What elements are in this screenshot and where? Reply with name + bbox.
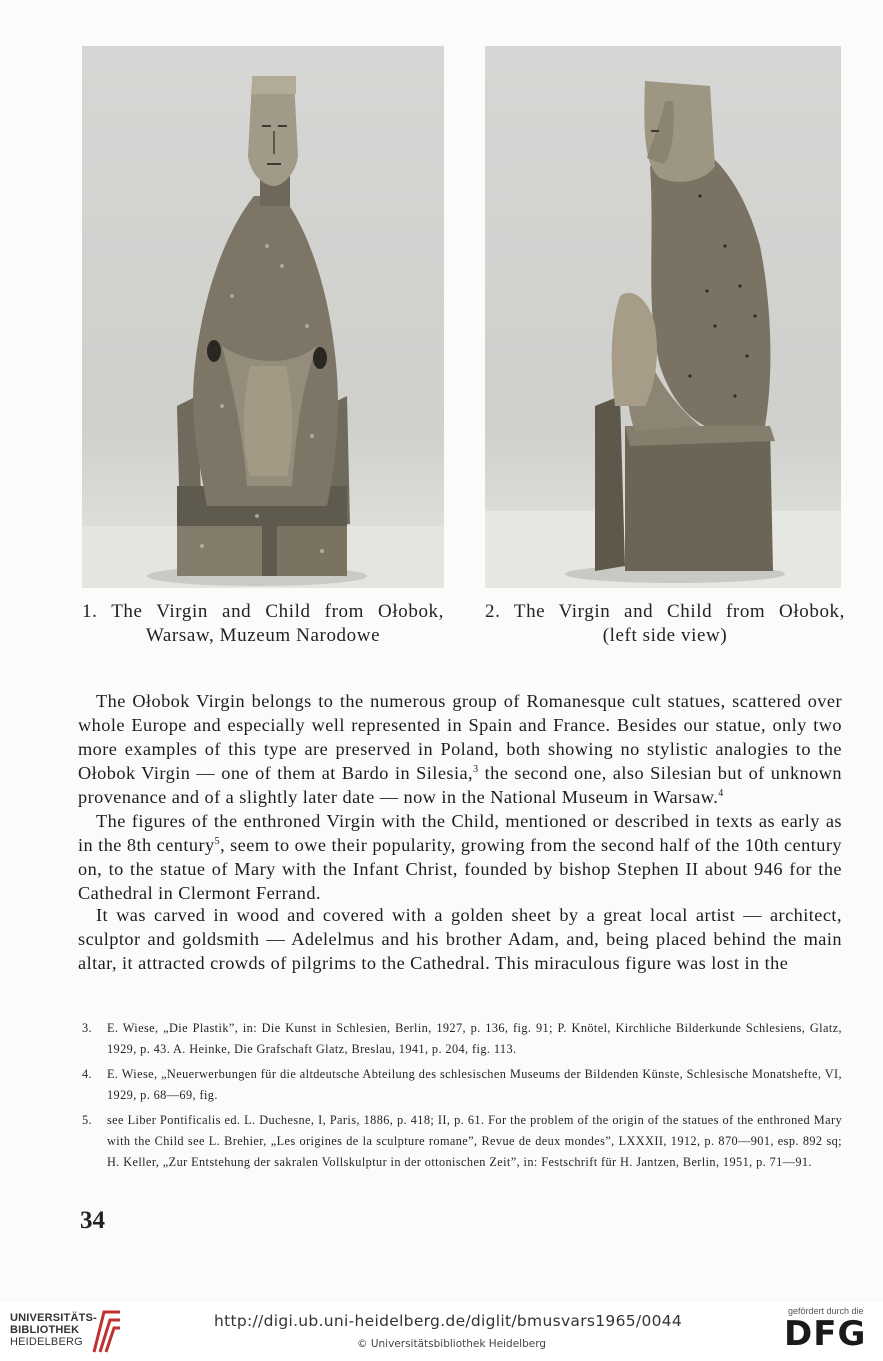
footer-bar (0, 1302, 883, 1361)
footnote-text: E. Wiese, „Neuerwerbungen für die altdeutsche Abteilung des schlesischen Museums der Bildenden Künste, Schlesische Monatshefte, VI, 1929, p. 68—69, fig. (107, 1067, 842, 1102)
footnote-4 (82, 1064, 842, 1106)
paragraph-1 (78, 689, 842, 809)
footnote-ref-5: 5 (214, 835, 221, 847)
library-name-line3: HEIDELBERG (10, 1336, 83, 1348)
footnote-text: E. Wiese, „Die Plastik”, in: Die Kunst in Schlesien, Berlin, 1927, p. 136, fig. 91; P. Knötel, Kirchliche Bilderkunde Schlesiens, Glatz, 1929, p. 43. A. Heinke, Die Grafschaft Glatz, Breslau, 1941, p. 204, fig. 113. (107, 1021, 842, 1056)
figure-2-caption-line2: (left side view) (602, 625, 728, 646)
funded-by-label: gefördert durch die (788, 1306, 864, 1316)
page-number: 34 (80, 1207, 105, 1234)
copyright-notice: © Universitätsbibliothek Heidelberg (357, 1338, 547, 1350)
figure-1-caption-line1: The Virgin and Child from Ołobok, (111, 601, 444, 622)
footnote-ref-3: 3 (473, 763, 479, 775)
university-library-logo[interactable] (10, 1312, 97, 1348)
footnote-3 (82, 1018, 842, 1060)
figure-1-number: 1. (82, 601, 98, 622)
paragraph-2-text-cont: , seem to owe their popularity, growing from the second half of the 10th century on, to the statue of Mary with the Infant Christ, founded by bishop Stephen II about 946 for the Cathedral in Clermont Ferrand. (78, 835, 843, 903)
paragraph-1-text: The Ołobok Virgin belongs to the numerous group of Romanesque cult statues, scattered over whole Europe and especially well represented in Spain and France. Besides our statue, only two more examples of this type are preserved in Poland, both showing no stylistic analogies to the Ołobok Virgin — one of them at Bardo in Silesia, (78, 691, 842, 783)
figure-2-photo (485, 46, 841, 588)
library-name-line1: UNIVERSITÄTS- (10, 1312, 97, 1324)
footnote-ref-4: 4 (718, 787, 724, 799)
figure-2-number: 2. (485, 601, 501, 622)
virgin-side-view-image (485, 46, 841, 588)
permalink-url[interactable]: http://digi.ub.uni-heidelberg.de/diglit/bmusvars1965/0044 (214, 1312, 683, 1330)
virgin-front-view-image (82, 46, 444, 588)
figure-1-caption-line2: Warsaw, Muzeum Narodowe (145, 625, 381, 646)
library-emblem-icon (90, 1308, 124, 1356)
figure-1-photo (82, 46, 444, 588)
footnote-number: 4. (82, 1067, 93, 1081)
figure-1-caption (82, 600, 444, 648)
footnote-number: 3. (82, 1021, 93, 1035)
footnote-text: see Liber Pontificalis ed. L. Duchesne, I, Paris, 1886, p. 418; II, p. 61. For the problem of the origin of the statues of the enthroned Mary with the Child see L. Brehier, „Les origines de la sculpture romane”, Revue de deux mondes”, LXXXII, 1912, p. 870—901, esp. 892 sq; H. Keller, „Zur Entstehung der sakralen Vollskulptur in der ottonischen Zeit”, in: Festschrift für H. Jantzen, Berlin, 1951, p. 71—91. (107, 1113, 842, 1169)
figure-2-caption-line1: The Virgin and Child from Ołobok, (513, 601, 846, 622)
paragraph-3: It was carved in wood and covered with a golden sheet by a great local artist — architect, sculptor and goldsmith — Adelelmus and his brother Adam, and, being placed behind the main altar, it attracted crowds of pilgrims to the Cathedral. This miraculous figure was lost in the (78, 905, 842, 973)
paragraph-2 (78, 809, 842, 905)
paragraph-2-text: The figures of the enthroned Virgin with the Child, mentioned or described in texts as early as in the 8th century (78, 811, 842, 855)
footnote-number: 5. (82, 1113, 93, 1127)
dfg-logo[interactable]: DFG (784, 1314, 867, 1354)
paragraph-1-text-cont: the second one, also Silesian but of unknown provenance and of a slightly later date — now in the National Museum in Warsaw. (78, 763, 842, 807)
figure-2-caption (485, 600, 845, 648)
library-name-line2: BIBLIOTHEK (10, 1324, 80, 1336)
footnote-5 (82, 1110, 842, 1173)
